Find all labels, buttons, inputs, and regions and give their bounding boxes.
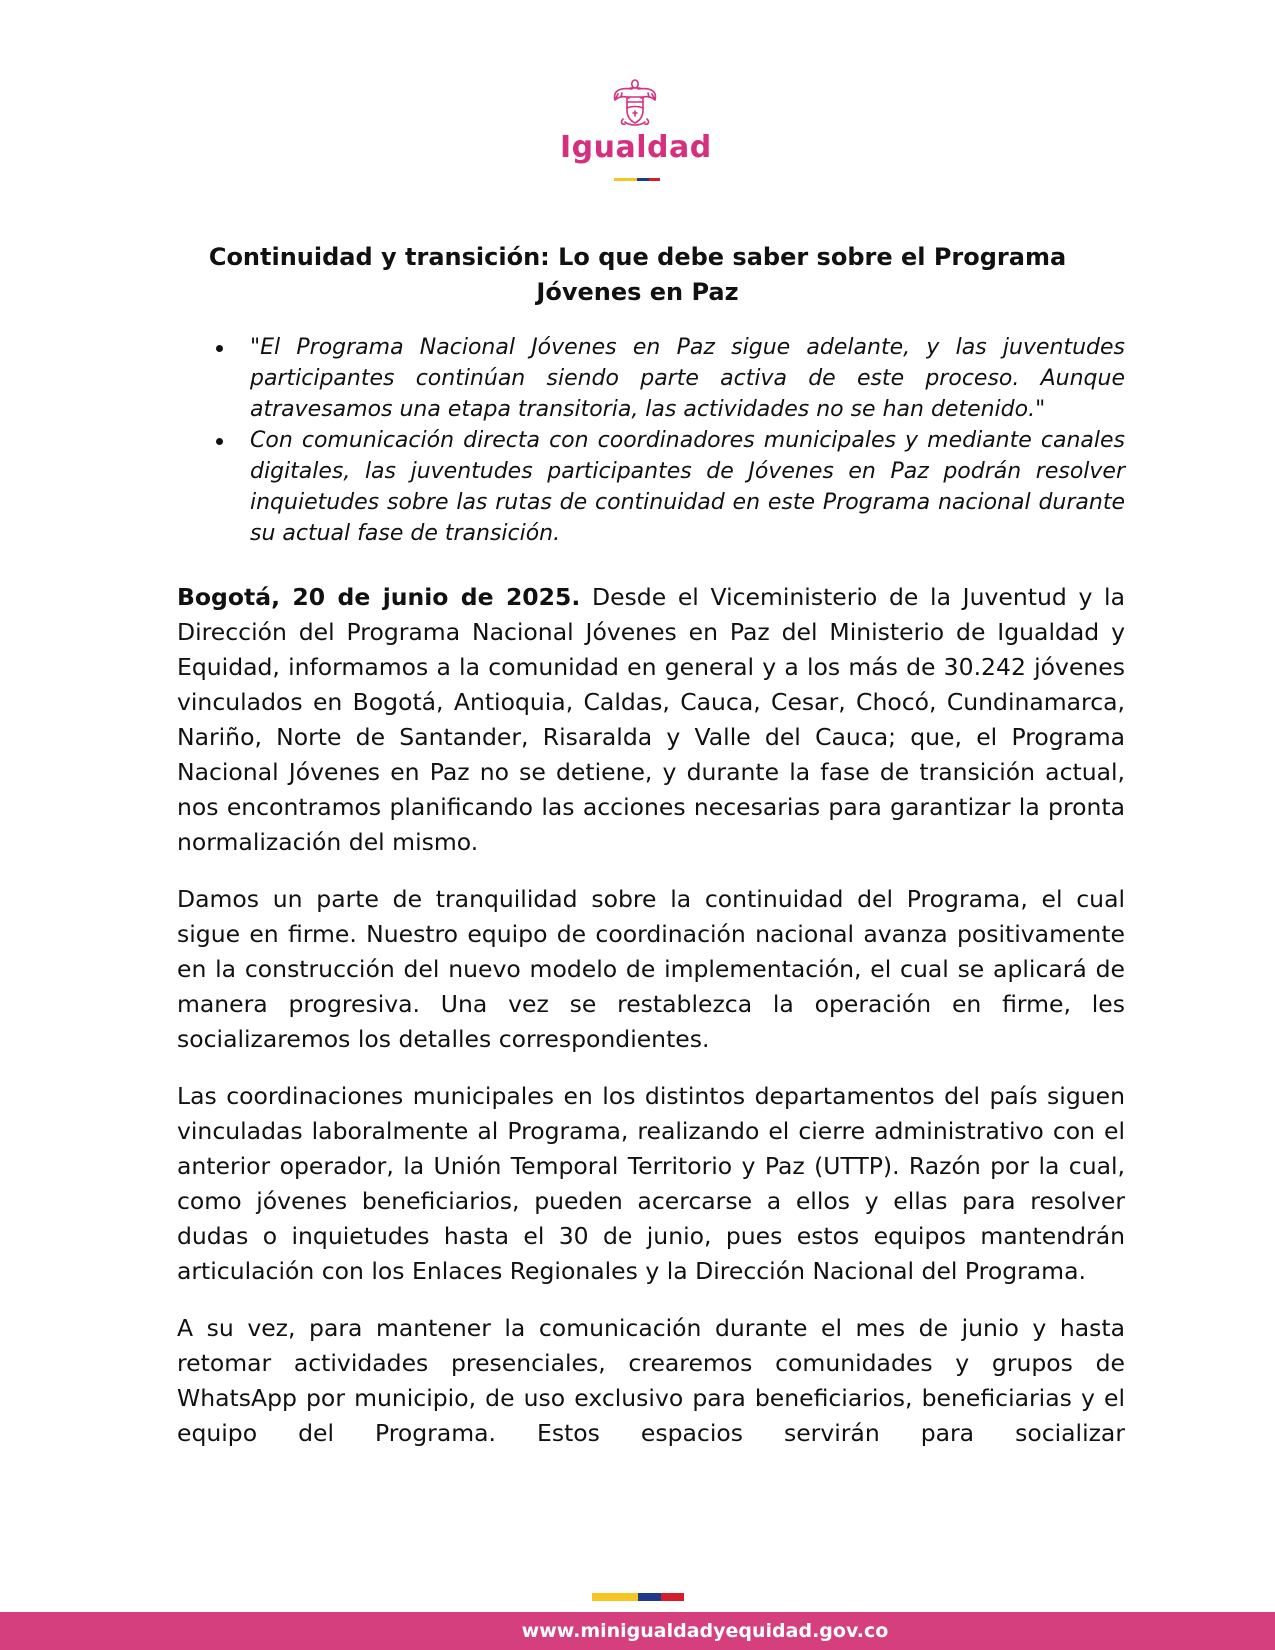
dateline: Bogotá, 20 de junio de 2025. xyxy=(177,583,581,611)
paragraph-1-text: Desde el Viceministerio de la Juventud y la Dirección del Programa Nacional Jóvenes en Paz del Ministerio de Igualdad y Equidad, informamos a la comunidad en general y a los más de 30.242 jóvenes vinculados en Bogotá, Antioquia, Caldas, Cauca, Cesar, Chocó, Cundinamarca, Nariño, Norte de Santander, Risaralda y Valle del Cauca; que, el Programa Nacional Jóvenes en Paz no se detiene, y durante la fase de transición actual, nos encontramos planificando las acciones necesarias para garantizar la pronta normalización del mismo. xyxy=(177,583,1125,856)
title-line-2: Jóvenes en Paz xyxy=(536,278,739,306)
bullet-text: "El Programa Nacional Jóvenes en Paz sigue adelante, y las juventudes participantes continúan siendo parte activa de este proceso. Aunque atravesamos una etapa transitoria, las actividades no se han detenido." xyxy=(250,335,1125,422)
document-title xyxy=(175,240,1100,310)
summary-bullets xyxy=(210,332,1125,549)
bullet-text: Con comunicación directa con coordinadores municipales y mediante canales digitales, las juventudes participantes de Jóvenes en Paz podrán resolver inquietudes sobre las rutas de continuidad en este Programa nacional durante su actual fase de transición. xyxy=(250,428,1125,546)
flag-stripe-small xyxy=(614,178,660,181)
coat-of-arms-icon xyxy=(612,78,658,130)
bullet-item xyxy=(210,425,1125,549)
footer-website-link[interactable]: www.minigualdadyequidad.gov.co xyxy=(521,1620,889,1642)
bullet-icon xyxy=(216,345,223,352)
bullet-item xyxy=(210,332,1125,425)
header-logo xyxy=(560,78,710,188)
bullet-icon xyxy=(216,438,223,445)
logo-wordmark: Igualdad xyxy=(560,130,712,165)
footer-bar xyxy=(0,1612,1275,1650)
paragraph-2: Damos un parte de tranquilidad sobre la continuidad del Programa, el cual sigue en firme. Nuestro equipo de coordinación nacional avanza positivamente en la construcción del nuevo modelo de implementación, el cual se aplicará de manera progresiva. Una vez se restablezca la operación en firme, les socializaremos los detalles correspondientes. xyxy=(177,885,1125,1053)
paragraph-3: Las coordinaciones municipales en los distintos departamentos del país siguen vinculadas laboralmente al Programa, realizando el cierre administrativo con el anterior operador, la Unión Temporal Territorio y Paz (UTTP). Razón por la cual, como jóvenes beneficiarios, pueden acercarse a ellos y ellas para resolver dudas o inquietudes hasta el 30 de junio, pues estos equipos mantendrán articulación con los Enlaces Regionales y la Dirección Nacional del Programa. xyxy=(177,1082,1125,1285)
document-body xyxy=(177,580,1125,1473)
paragraph-4: A su vez, para mantener la comunicación durante el mes de junio y hasta retomar actividades presenciales, crearemos comunidades y grupos de WhatsApp por municipio, de uso exclusivo para beneficiarios, beneficiarias y el equipo del Programa. Estos espacios servirán para socializar xyxy=(177,1314,1125,1447)
title-line-1: Continuidad y transición: Lo que debe saber sobre el Programa xyxy=(208,243,1067,271)
flag-stripe-footer xyxy=(592,1593,684,1601)
paragraph-1 xyxy=(177,580,1125,860)
